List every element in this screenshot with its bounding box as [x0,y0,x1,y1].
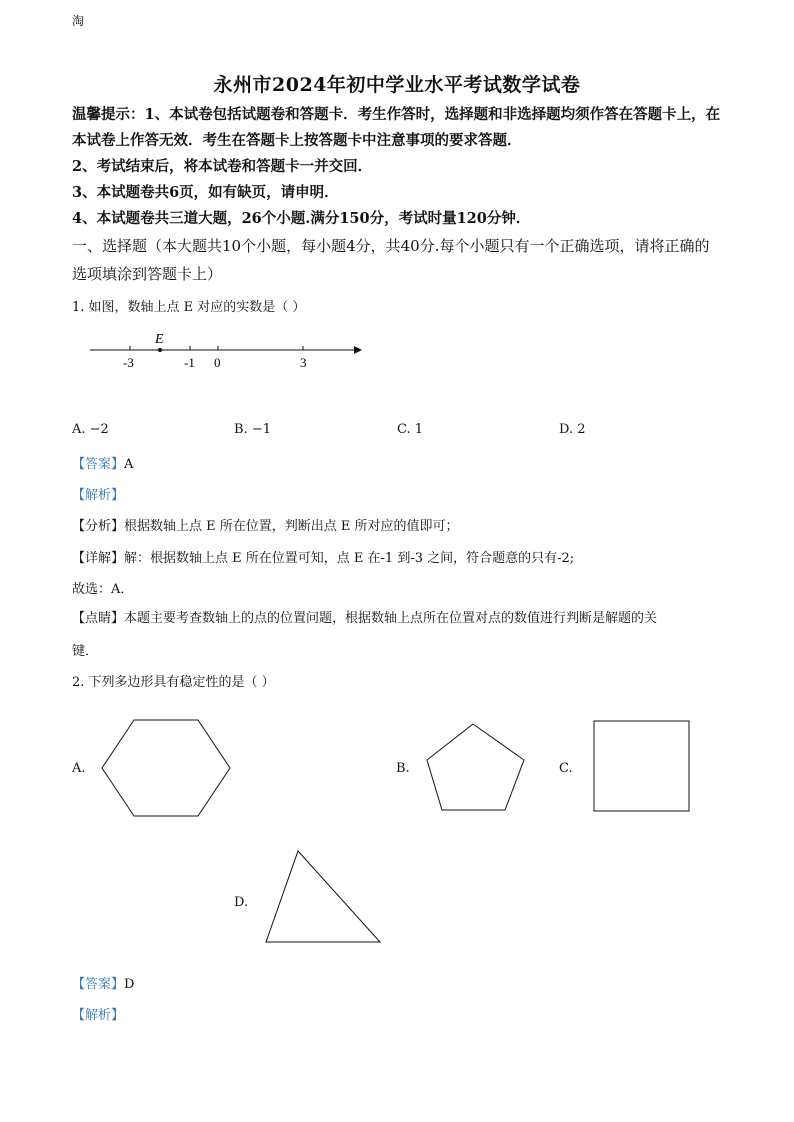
notice-line-4: 4、本试题卷共三道大题，26个小题.满分150分，考试时量120分钟． [72,210,531,227]
triangle-shape [266,851,380,942]
q2-option-b-label: B. [396,761,410,776]
tick-label: 3 [300,355,307,370]
q1-fenxi [72,515,459,534]
pentagon-shape [427,724,524,810]
axis-arrow-icon [354,346,362,354]
q1-xiangjie [72,547,574,566]
corner-mark: 淘 [72,14,85,28]
notice-line-3: 3、本试题卷共6页，如有缺页，请申明． [72,184,339,201]
q2-option-a-label: A. [72,761,86,776]
q1-dianjing [72,607,657,626]
q1-option-c: C. 1 [397,422,424,437]
q1-stem: 1. 如图，数轴上点 E 对应的实数是（ ） [72,300,306,315]
q1-option-a: A. −2 [72,422,109,437]
square-shape [594,721,689,811]
fenxi-tag: 【分析】 [72,519,125,534]
tick-label: -3 [123,355,134,370]
fenxi-text: 根据数轴上点 E 所在位置，判断出点 E 所对应的值即可； [124,519,459,534]
xiangjie-text: 解：根据数轴上点 E 所在位置可知，点 E 在-1 到-3 之间，符合题意的只有-2; [124,551,575,566]
q1-option-d: D. 2 [559,422,586,437]
analysis-tag: 【解析】 [72,488,125,503]
answer-tag: 【答案】 [72,977,125,992]
analysis-tag: 【解析】 [72,1008,125,1023]
number-line [90,332,362,370]
q1-dianjing-cont: 键． [72,644,99,659]
q2-option-d-label: D. [234,895,249,910]
notice-line-2: 2、考试结束后，将本试卷和答题卡一并交回． [72,158,373,175]
tick-label: -1 [184,355,195,370]
hexagon-shape [102,720,230,816]
point-e-label: E [155,332,164,347]
xiangjie-tag: 【详解】 [72,551,125,566]
q2-analysis [72,1004,124,1023]
notice-line-1: 温馨提示：1、本试卷包括试题卷和答题卡．考生作答时，选择题和非选择题均须作答在答题卡上，在本试卷上作答无效．考生在答题卡上按答题卡中注意事项的要求答题． [72,106,721,149]
q2-answer [72,973,134,992]
q2-option-c-label: C. [559,761,573,776]
q1-analysis [72,484,124,503]
q1-option-b: B. −1 [234,422,271,437]
q1-choose: 故选：A． [72,582,134,597]
answer-value: D [124,977,135,992]
answer-value: A [124,457,134,472]
section-heading: 一、选择题（本大题共10个小题，每小题4分，共40分.每个小题只有一个正确选项，请将正确的选项填涂到答题卡上） [72,237,710,283]
point-e [158,348,162,352]
page-title: 永州市2024年初中学业水平考试数学试卷 [213,74,581,96]
q2-stem: 2. 下列多边形具有稳定性的是（ ） [72,675,275,690]
tick-label: 0 [214,355,221,370]
answer-tag: 【答案】 [72,457,125,472]
q1-answer [72,453,133,472]
dianjing-tag: 【点睛】 [72,611,125,626]
dianjing-text: 本题主要考查数轴上的点的位置问题，根据数轴上点所在位置对点的数值进行判断是解题的关 [124,611,658,626]
